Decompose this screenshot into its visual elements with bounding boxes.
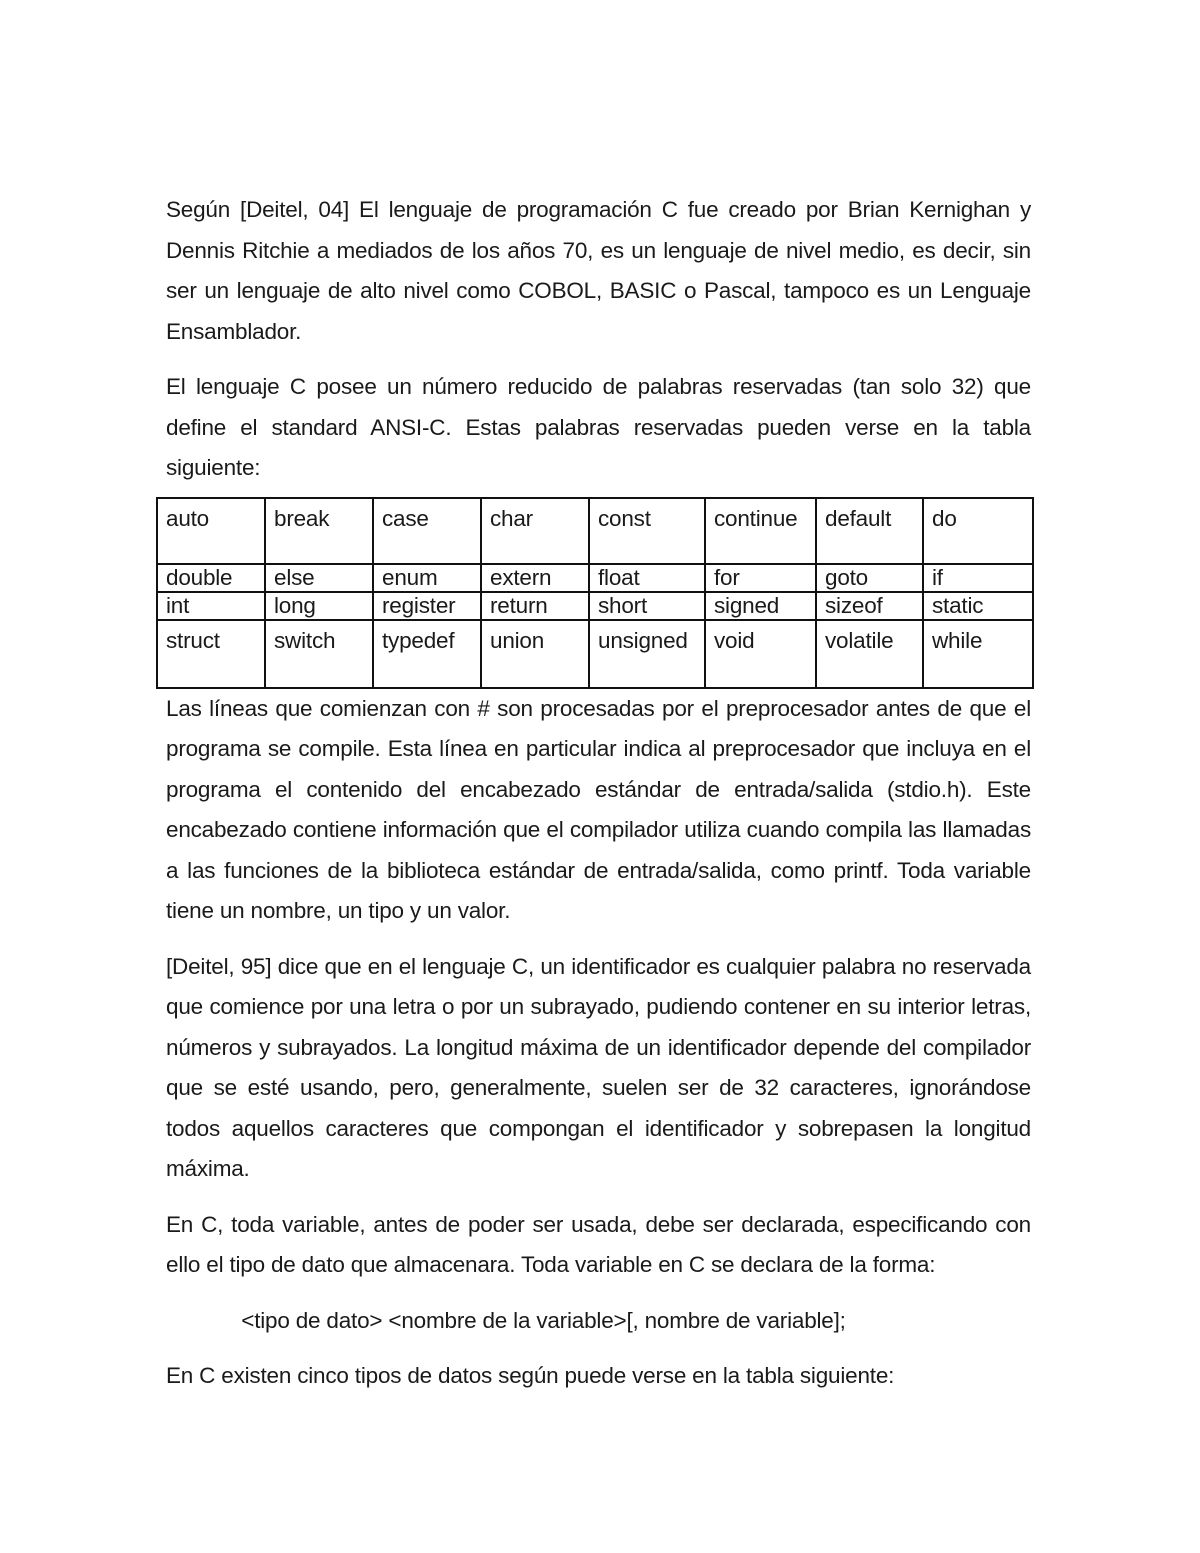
- table-cell: if: [923, 564, 1033, 592]
- table-row: [157, 564, 1033, 592]
- table-row: [157, 620, 1033, 688]
- paragraph-intro: Según [Deitel, 04] El lenguaje de programación C fue creado por Brian Kernighan y Dennis Ritchie a mediados de los años 70, es un lenguaje de nivel medio, es decir, sin ser un lenguaje de alto nivel como COBOL, BASIC o Pascal, tampoco es un Lenguaje Ensamblador.: [166, 197, 1031, 344]
- table-cell: break: [265, 498, 373, 564]
- table-cell: signed: [705, 592, 816, 620]
- table-cell: short: [589, 592, 705, 620]
- table-cell: sizeof: [816, 592, 923, 620]
- table-cell: while: [923, 620, 1033, 688]
- table-cell: auto: [157, 498, 265, 564]
- table-cell: const: [589, 498, 705, 564]
- table-cell: void: [705, 620, 816, 688]
- table-cell: continue: [705, 498, 816, 564]
- table-cell: return: [481, 592, 589, 620]
- paragraph-preprocessor: Las líneas que comienzan con # son procesadas por el preprocesador antes de que el programa se compile. Esta línea en particular indica al preprocesador que incluya en el programa el contenido del encabezado estándar de entrada/salida (stdio.h). Este encabezado contiene información que el compilador utiliza cuando compila las llamadas a las funciones de la biblioteca estándar de entrada/salida, como printf. Toda variable tiene un nombre, un tipo y un valor.: [166, 695, 1031, 923]
- document-page: [166, 190, 1031, 1397]
- table-cell: switch: [265, 620, 373, 688]
- table-cell: typedef: [373, 620, 481, 688]
- paragraph-identifiers: [Deitel, 95] dice que en el lenguaje C, un identificador es cualquier palabra no reservada que comience por una letra o por un subrayado, pudiendo contener en su interior letras, números y subrayados. La longitud máxima de un identificador depende del compilador que se esté usando, pero, generalmente, suelen ser de 32 caracteres, ignorándose todos aquellos caracteres que compongan el identificador y sobrepasen la longitud máxima.: [166, 953, 1031, 1181]
- table-cell: goto: [816, 564, 923, 592]
- table-cell: union: [481, 620, 589, 688]
- table-cell: long: [265, 592, 373, 620]
- table-cell: struct: [157, 620, 265, 688]
- declaration-syntax: <tipo de dato> <nombre de la variable>[, nombre de variable];: [241, 1307, 846, 1333]
- table-cell: do: [923, 498, 1033, 564]
- table-row: [157, 592, 1033, 620]
- paragraph-reserved-words: El lenguaje C posee un número reducido de palabras reservadas (tan solo 32) que define el standard ANSI-C. Estas palabras reservadas pueden verse en la tabla siguiente:: [166, 374, 1031, 480]
- table-cell: for: [705, 564, 816, 592]
- table-cell: volatile: [816, 620, 923, 688]
- paragraph-data-types: En C existen cinco tipos de datos según puede verse en la tabla siguiente:: [166, 1363, 895, 1388]
- table-cell: int: [157, 592, 265, 620]
- table-cell: default: [816, 498, 923, 564]
- table-row: [157, 498, 1033, 564]
- reserved-words-table: [156, 497, 1034, 689]
- table-cell: case: [373, 498, 481, 564]
- table-cell: extern: [481, 564, 589, 592]
- table-cell: char: [481, 498, 589, 564]
- table-cell: unsigned: [589, 620, 705, 688]
- table-cell: register: [373, 592, 481, 620]
- table-cell: enum: [373, 564, 481, 592]
- paragraph-declaration: En C, toda variable, antes de poder ser usada, debe ser declarada, especificando con ello el tipo de dato que almacenara. Toda variable en C se declara de la forma:: [166, 1211, 1031, 1277]
- table-cell: else: [265, 564, 373, 592]
- table-cell: static: [923, 592, 1033, 620]
- table-cell: float: [589, 564, 705, 592]
- table-cell: double: [157, 564, 265, 592]
